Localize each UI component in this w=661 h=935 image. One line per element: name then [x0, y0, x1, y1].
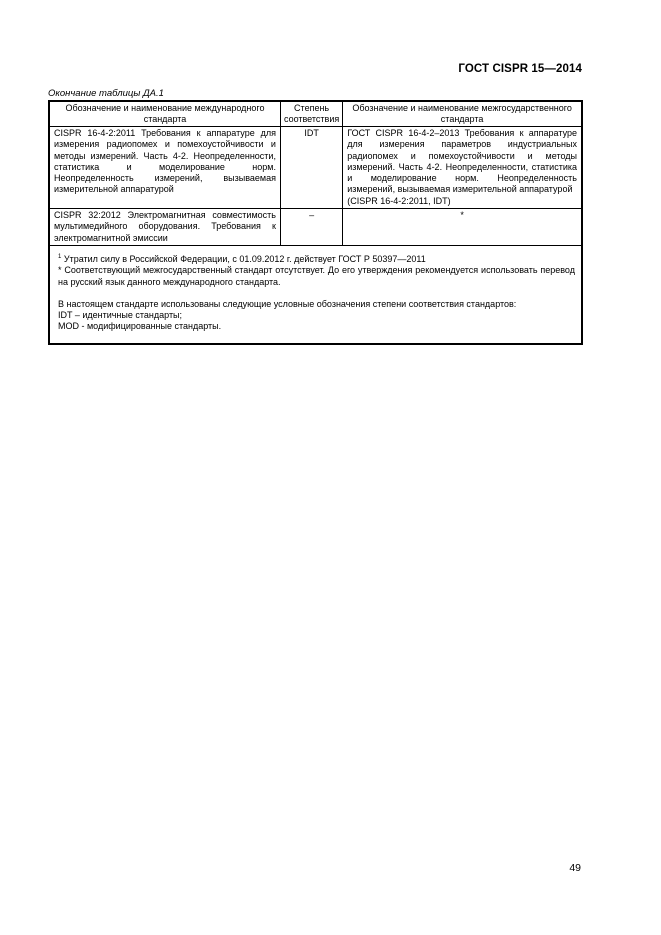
interstate-text: ГОСТ CISPR 16-4-2–2013 Требования к аппаратуре для измерения параметров индустриальных радиопомех и помехоустойчивости и методы измерений. Часть 4-2. Неопределенности, статистика и моделирование норм. Неопределенность измерений, вызываемая измерительной аппаратурой: [347, 128, 577, 195]
interstate-ref: (CISPR 16-4-2:2011, IDT): [347, 195, 451, 206]
cell-international: CISPR 32:2012 Электромагнитная совместимость мультимедийного оборудования. Требования к электромагнитной эмиссии: [49, 209, 280, 246]
cell-international: CISPR 16-4-2:2011 Требования к аппаратуре для измерения радиопомех и помехоустойчивости и методы измерений. Часть 4-2. Неопределенности, статистика и моделирование норм. Неопределенность измерений, вызываемая измерительной аппаратурой: [49, 127, 280, 209]
footnote-2: * Соответствующий межгосударственный стандарт отсутствует. До его утверждения рекомендуется использовать перевод на русский язык данного международного стандарта.: [58, 265, 575, 287]
table-header-row: [49, 101, 582, 127]
header-interstate: Обозначение и наименование межгосударственного стандарта: [343, 101, 582, 127]
legend-mod: MOD - модифицированные стандарты.: [58, 321, 222, 332]
header-degree: Степень соответствия: [280, 101, 342, 127]
footnote-1: $^1$ Утратил силу в Российской Федерации, с 01.09.2012 г. действует ГОСТ Р 50397—2011: [58, 253, 426, 264]
document-header: ГОСТ CISPR 15—2014: [458, 63, 582, 75]
cell-interstate: *: [343, 209, 582, 246]
footnote-mark: 1: [58, 253, 62, 260]
header-international: Обозначение и наименование международного стандарта: [49, 101, 280, 127]
cell-degree: –: [280, 209, 342, 246]
page-number: 49: [569, 862, 581, 874]
table-notes: [49, 245, 582, 343]
standards-table: [48, 100, 583, 345]
legend-intro: В настоящем стандарте использованы следующие условные обозначения степени соответствия стандартов:: [58, 298, 517, 309]
table-row: [49, 127, 582, 209]
table-caption: Окончание таблицы ДА.1: [48, 88, 164, 99]
table-row: [49, 209, 582, 246]
table-notes-row: [49, 245, 582, 343]
cell-degree: IDT: [280, 127, 342, 209]
cell-interstate: [343, 127, 582, 209]
legend-idt: IDT – идентичные стандарты;: [58, 310, 183, 321]
